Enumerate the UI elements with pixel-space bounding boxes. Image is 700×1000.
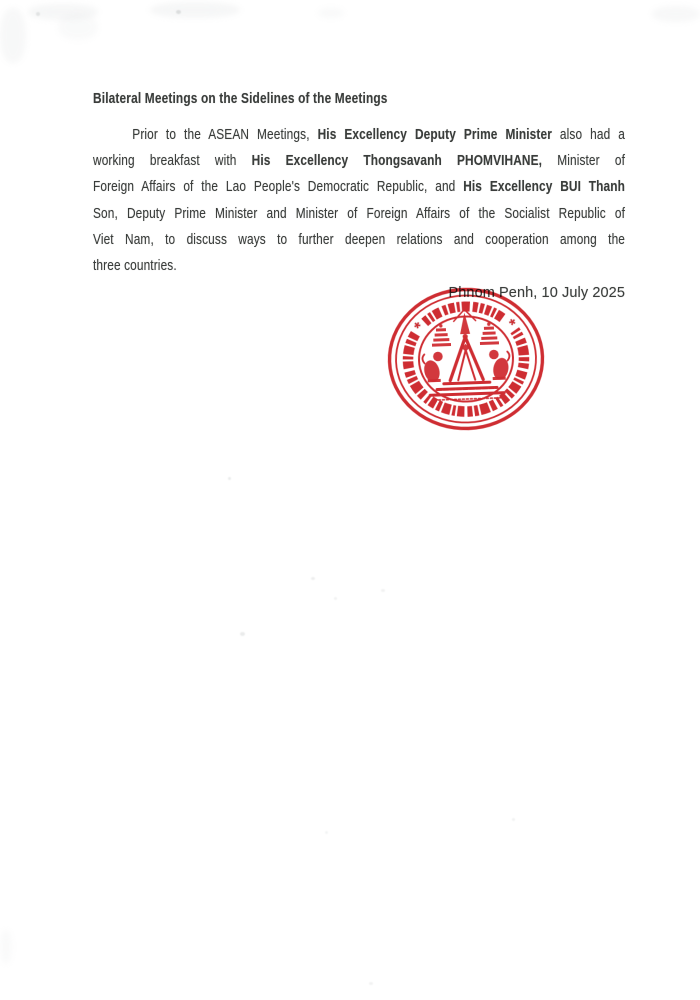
text-segment: working breakfast with (93, 153, 252, 170)
official-seal-stamp (384, 283, 549, 434)
paragraph-line (93, 148, 625, 174)
bold-text-segment: His Excellency Thongsavanh PHOMVIHANE, (251, 153, 543, 170)
scan-smudge (318, 8, 344, 18)
scan-smudge (150, 2, 240, 18)
scan-speck (311, 577, 315, 580)
paragraph-line (93, 174, 625, 200)
asterisk-separator-right: * (501, 316, 518, 333)
scan-speck (369, 982, 373, 985)
text-segment: Son, Deputy Prime Minister and Minister of Foreign Affairs of the Socialist Republic of (93, 205, 626, 222)
paragraph-line (93, 201, 625, 227)
lion-supporter-right (489, 349, 511, 381)
bold-text-segment: His Excellency BUI Thanh (463, 179, 626, 196)
scan-smudge (652, 6, 700, 22)
text-segment: Minister of (542, 153, 626, 170)
dateline: Phnom Penh, 10 July 2025 (448, 285, 625, 301)
scan-speck (334, 597, 337, 600)
scan-speck (176, 10, 181, 14)
paragraph-line (93, 122, 625, 148)
scan-speck (381, 589, 385, 592)
scan-smudge (0, 8, 26, 63)
paragraph-line (93, 253, 625, 279)
text-segment: Foreign Affairs of the Lao People's Democratic Republic, and (93, 179, 464, 196)
asterisk-separator-left: * (411, 319, 429, 336)
text-segment: Prior to the ASEAN Meetings, (132, 127, 318, 143)
section-heading: Bilateral Meetings on the Sidelines of the Meetings (93, 91, 388, 107)
scan-speck (325, 831, 328, 834)
body-paragraph (93, 122, 625, 279)
royal-arms-center (420, 308, 511, 401)
text-segment: Viet Nam, to discuss ways to further deepen relations and cooperation among the (93, 231, 626, 248)
text-segment: also had a (551, 127, 626, 143)
scan-speck (228, 477, 231, 480)
scan-speck (36, 12, 40, 16)
paragraph-line (93, 227, 625, 253)
scan-smudge (58, 14, 98, 40)
royal-arms-of-cambodia-seal-icon (384, 283, 549, 434)
scan-speck (512, 818, 515, 821)
bold-text-segment: His Excellency Deputy Prime Minister (317, 127, 552, 143)
scan-speck (240, 632, 245, 636)
scan-smudge (0, 930, 12, 964)
text-segment: three countries. (93, 257, 177, 274)
